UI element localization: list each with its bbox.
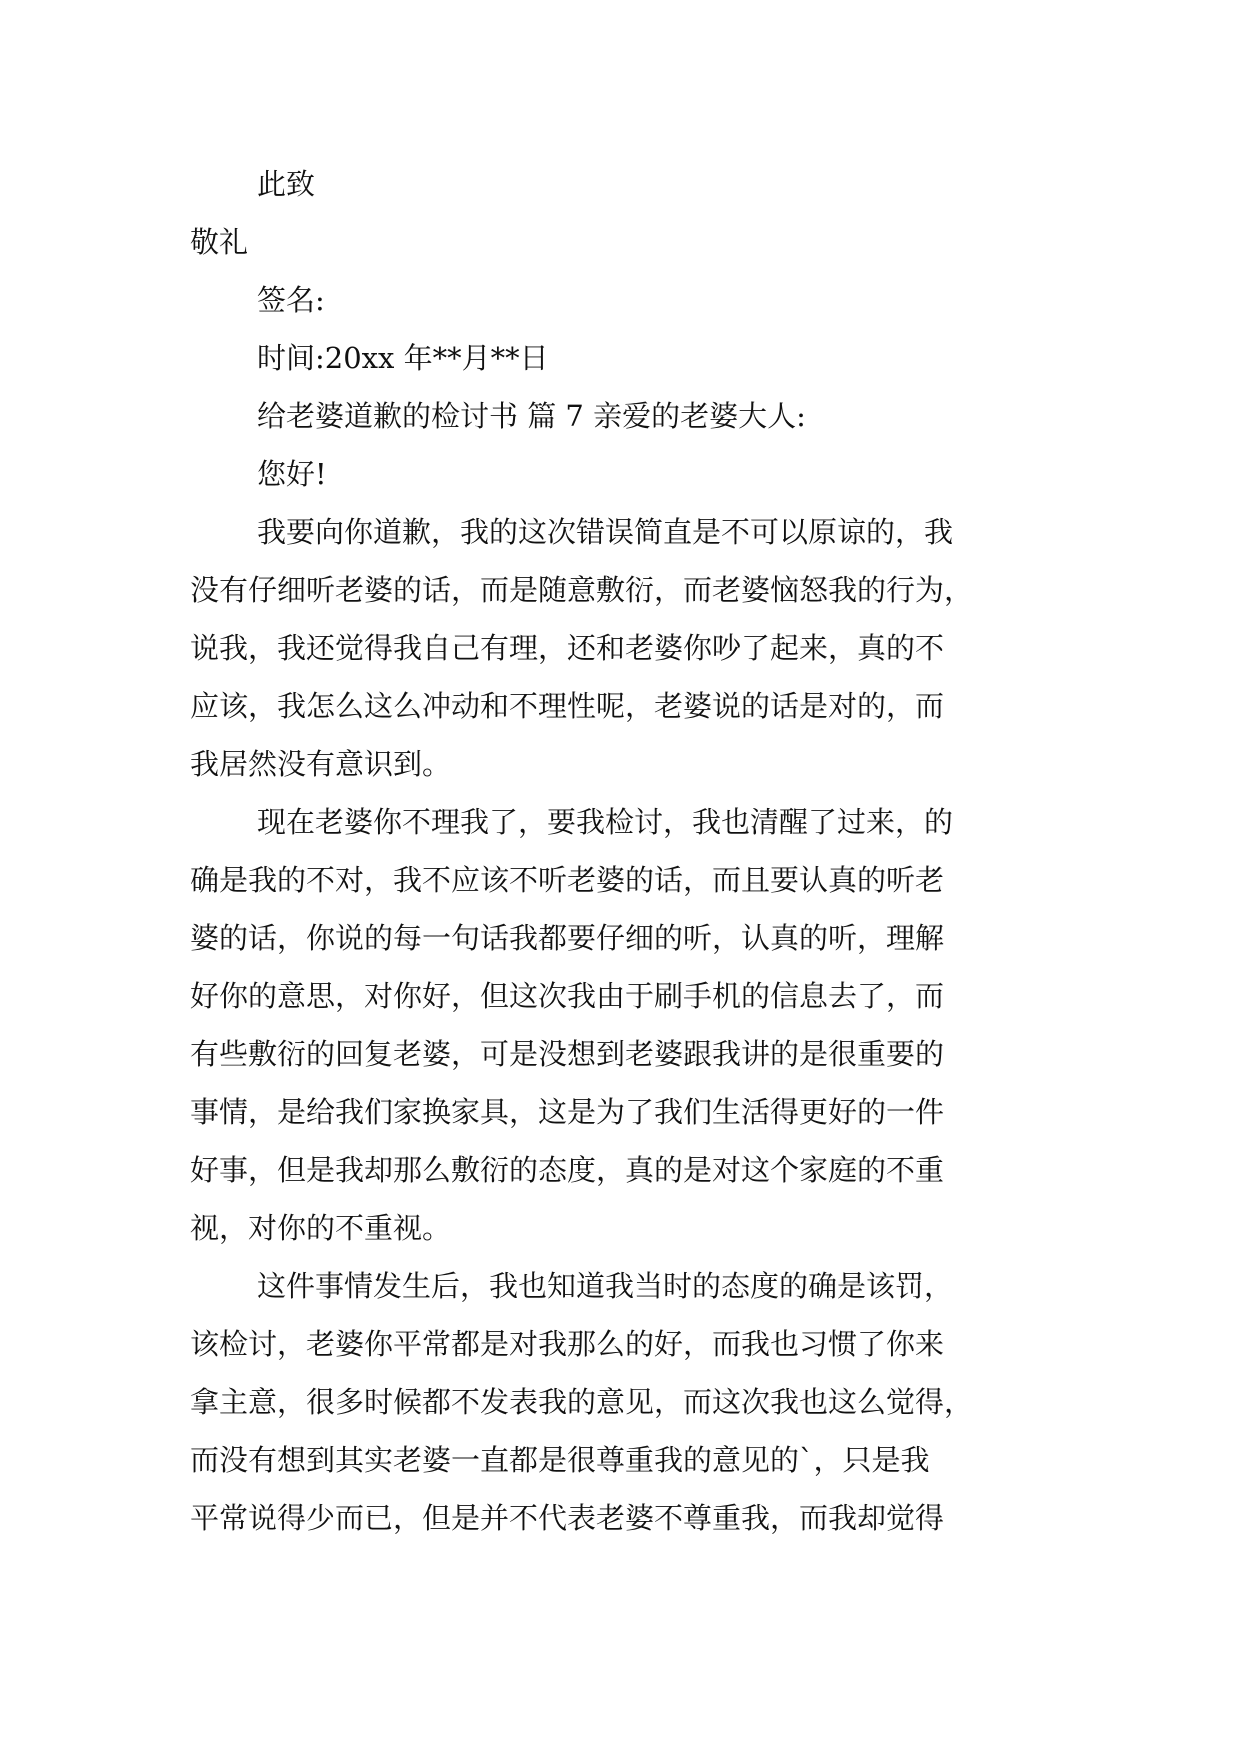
greeting: 您好!	[257, 457, 327, 491]
paragraph-2-line: 事情，是给我们家换家具，这是为了我们生活得更好的一件	[190, 1095, 945, 1129]
paragraph-3-line: 拿主意，很多时候都不发表我的意见，而这次我也这么觉得，	[190, 1385, 974, 1419]
document-body	[190, 155, 1070, 1547]
section-heading: 给老婆道歉的检讨书 篇 7 亲爱的老婆大人:	[257, 399, 806, 433]
paragraph-2-line: 视，对你的不重视。	[190, 1211, 452, 1245]
paragraph-3-line: 平常说得少而已，但是并不代表老婆不尊重我，而我却觉得	[190, 1501, 945, 1535]
paragraph-2-line: 好事，但是我却那么敷衍的态度，真的是对这个家庭的不重	[190, 1153, 945, 1187]
paragraph-1-line: 没有仔细听老婆的话，而是随意敷衍，而老婆恼怒我的行为，	[190, 573, 974, 607]
paragraph-2-line: 有些敷衍的回复老婆，可是没想到老婆跟我讲的是很重要的	[190, 1037, 945, 1071]
paragraph-1-line: 我居然没有意识到。	[190, 747, 452, 781]
paragraph-3-line: 该检讨，老婆你平常都是对我那么的好，而我也习惯了你来	[190, 1327, 945, 1361]
paragraph-1-line: 说我，我还觉得我自己有理，还和老婆你吵了起来，真的不	[190, 631, 945, 665]
closing-jing-li: 敬礼	[190, 225, 249, 259]
time-line: 时间:20xx 年**月**日	[257, 341, 549, 375]
paragraph-1-line: 我要向你道歉，我的这次错误简直是不可以原谅的，我	[257, 515, 954, 549]
paragraph-2-line: 确是我的不对，我不应该不听老婆的话，而且要认真的听老	[190, 863, 945, 897]
paragraph-2-line: 好你的意思，对你好，但这次我由于刷手机的信息去了，而	[190, 979, 945, 1013]
paragraph-2-line: 婆的话，你说的每一句话我都要仔细的听，认真的听，理解	[190, 921, 945, 955]
paragraph-2-line: 现在老婆你不理我了，要我检讨，我也清醒了过来，的	[257, 805, 954, 839]
paragraph-3-line: 而没有想到其实老婆一直都是很尊重我的意见的`，只是我	[190, 1443, 930, 1477]
paragraph-3-line: 这件事情发生后，我也知道我当时的态度的确是该罚，	[257, 1269, 954, 1303]
paragraph-1-line: 应该，我怎么这么冲动和不理性呢，老婆说的话是对的，而	[190, 689, 945, 723]
closing-ci-zhi: 此致	[257, 167, 316, 201]
signature-line: 签名:	[257, 283, 325, 317]
